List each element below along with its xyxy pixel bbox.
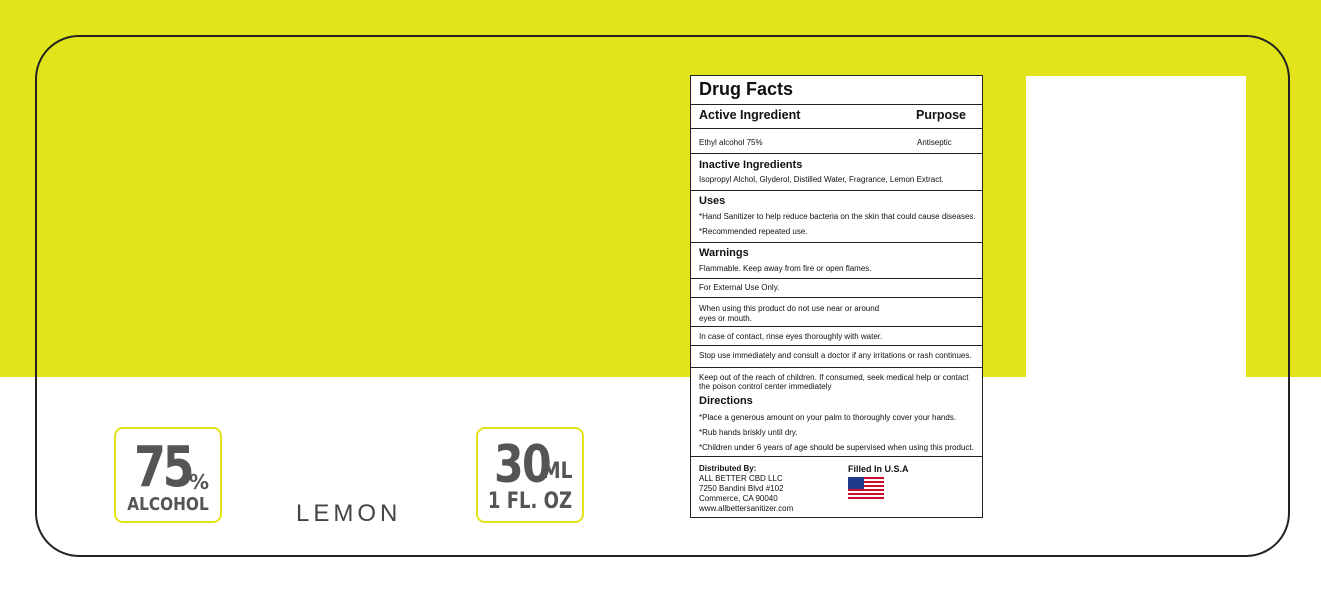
uses-section [691, 191, 982, 243]
drug-facts-panel [690, 75, 983, 518]
warnings-section [691, 243, 982, 279]
warning-eyes-section [691, 298, 982, 327]
distributor-line: Commerce, CA 90040 [699, 494, 778, 503]
warning-children-line-2: the poison control center immediately [699, 382, 832, 391]
warning-contact: In case of contact, rinse eyes thoroughly with water. [699, 332, 883, 341]
warning-eyes-line-2: eyes or mouth. [699, 314, 752, 323]
direction-item: *Rub hands briskly until dry. [699, 428, 798, 437]
drug-facts-title-section [691, 76, 982, 105]
warning-external: For External Use Only. [699, 283, 780, 292]
active-ingredient: Ethyl alcohol 75% [699, 138, 763, 147]
alcohol-number: 75 [134, 435, 192, 500]
warning-contact-section [691, 327, 982, 346]
volume-unit: ML [542, 459, 573, 484]
directions-header: Directions [699, 395, 753, 407]
distributor-website: www.allbettersanitizer.com [699, 504, 794, 513]
alcohol-badge [114, 427, 222, 523]
children-directions-section [691, 368, 982, 457]
inactive-ingredients-section [691, 154, 982, 191]
distributor-line: 7250 Bandini Blvd #102 [699, 484, 784, 493]
warning-external-section [691, 279, 982, 298]
us-flag-icon [848, 477, 884, 499]
direction-item: *Place a generous amount on your palm to thoroughly cover your hands. [699, 413, 957, 422]
label-border [35, 35, 1290, 557]
warning-flammable: Flammable. Keep away from fire or open flames. [699, 264, 872, 273]
volume-badge [476, 427, 584, 523]
filled-in-usa: Filled In U.S.A [848, 464, 909, 474]
distributor-line: ALL BETTER CBD LLC [699, 474, 783, 483]
purpose-header: Purpose [916, 108, 967, 122]
inactive-text: Isopropyl Alchol, Glyderol, Distilled Water, Fragrance, Lemon Extract. [699, 175, 944, 184]
warning-stop-section [691, 346, 982, 368]
direction-item: *Children under 6 years of age should be supervised when using this product. [699, 443, 974, 452]
alcohol-percent: % [189, 470, 210, 494]
warning-eyes-line-1: When using this product do not use near or around [699, 304, 880, 313]
purpose: Antiseptic [917, 138, 952, 147]
distributor-section [691, 457, 982, 517]
drug-facts-title: Drug Facts [699, 79, 794, 99]
active-ingredient-section [691, 129, 982, 154]
active-header-section [691, 105, 982, 129]
inactive-header: Inactive Ingredients [699, 159, 803, 171]
warnings-header: Warnings [699, 247, 749, 259]
volume-number: 30 [494, 435, 551, 495]
warning-children-line-1: Keep out of the reach of children. If consumed, seek medical help or contact [699, 373, 969, 382]
alcohol-word: ALCOHOL [127, 494, 209, 515]
uses-header: Uses [699, 195, 726, 207]
warning-stop: Stop use immediately and consult a doctor if any irritations or rash continues. [699, 351, 972, 360]
scent-name: LEMON [296, 500, 402, 527]
active-ingredient-header: Active Ingredient [699, 108, 801, 122]
distributed-header: Distributed By: [699, 464, 757, 473]
use-item: *Hand Sanitizer to help reduce bacteria on the skin that could cause diseases. [699, 212, 976, 221]
volume-fl-oz: 1 FL. OZ [487, 489, 573, 514]
use-item: *Recommended repeated use. [699, 227, 808, 236]
